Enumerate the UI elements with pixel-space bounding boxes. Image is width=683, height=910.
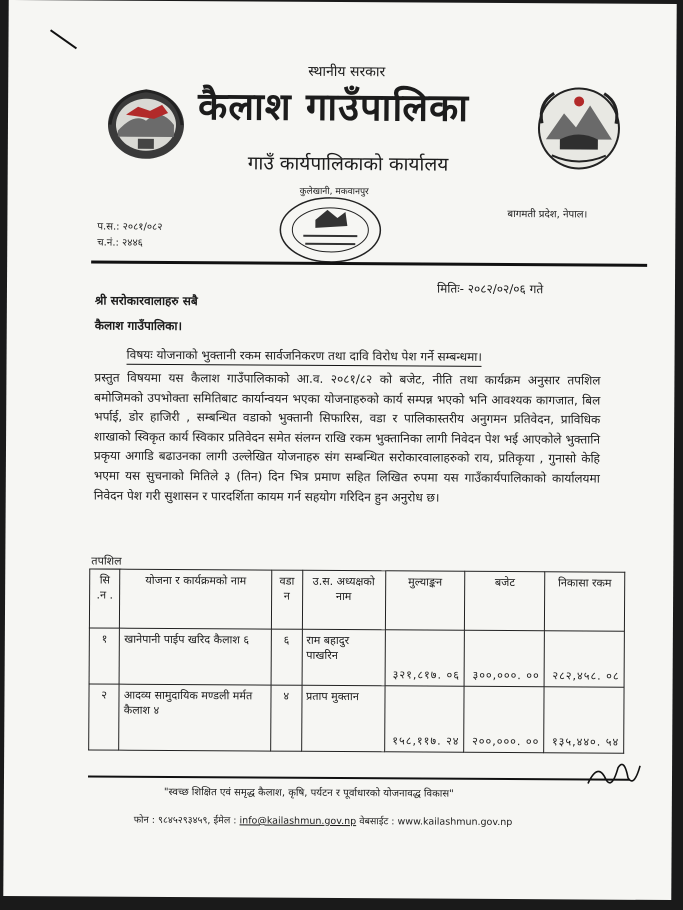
table-row xyxy=(89,684,624,753)
dispatch-number: च.नं.: २४४६ xyxy=(97,237,143,249)
table-header-cell: वडा न xyxy=(271,570,302,629)
table-cell: २८२,४५८. ०८ xyxy=(544,631,624,687)
municipality-logo xyxy=(534,83,625,174)
table-cell: राम बहादुर पाखरिन xyxy=(302,629,385,686)
table-cell: १५८,११७. २४ xyxy=(384,686,464,752)
table-cell: ३२१,८१७. ०६ xyxy=(385,630,465,686)
table-cell: प्रताप मुक्तान xyxy=(301,685,384,752)
table-header-cell: निकासा रकम xyxy=(545,572,625,631)
header-divider xyxy=(91,260,647,266)
website-label: वेबसाईट : xyxy=(359,816,395,828)
table-cell: आदव्य सामुदायिक मण्डली मर्मत कैलाश ४ xyxy=(119,684,271,751)
website-link[interactable]: www.kailashmun.gov.np xyxy=(397,816,513,829)
table-cell: २००,०००. ०० xyxy=(464,686,544,752)
page-title: कैलाश गाउँपालिका xyxy=(197,84,470,130)
table-header-cell: योजना र कार्यक्रमको नाम xyxy=(120,569,272,629)
table-cell: ४ xyxy=(271,685,302,751)
table-header-row xyxy=(89,569,624,631)
table-cell: १३५,४४०. ५४ xyxy=(544,687,624,753)
letter-number: प.स.: २०८१/०८२ xyxy=(97,221,163,233)
govt-label: स्थानीय सरकार xyxy=(308,63,386,81)
footer-motto: "स्वच्छ शिक्षित एवं समृद्ध कैलाश, कृषि, पर्यटन र पूर्वाधारको योजनावद्ध विकास" xyxy=(163,786,454,800)
table-cell: १ xyxy=(89,628,120,684)
table-cell: २ xyxy=(89,684,120,750)
table-header-cell: उ.स. अध्यक्षको नाम xyxy=(302,570,385,630)
office-address: कुलेखानी, मकवानपुर xyxy=(299,186,369,198)
table-cell: ६ xyxy=(271,629,302,685)
table-cell: खानेपानी पाईप खरिद कैलाश ६ xyxy=(119,628,271,685)
table-header-cell: सि .न . xyxy=(89,569,120,628)
nepal-emblem-logo xyxy=(104,85,188,164)
recipient-line-2: कैलाश गाउँपालिका। xyxy=(94,318,183,334)
office-seal-stamp xyxy=(275,192,385,265)
recipient-line-1: श्री सरोकारवालाहरु सबै xyxy=(94,293,198,309)
table-cell: ३००,०००. ०० xyxy=(464,630,544,686)
table-header-cell: बजेट xyxy=(465,571,545,630)
email-label: ईमेल : xyxy=(213,815,237,827)
table-row xyxy=(89,628,624,687)
phone-label: फोन : xyxy=(133,814,156,826)
contact-line: फोन : ९८४५२९३४५९, ईमेल : info@kailashmun.gov.np वेबसाईट : www.kailashmun.gov.np xyxy=(133,814,513,829)
phone-number: ९८४५२९३४५९ xyxy=(158,814,208,827)
table-header-cell: मुल्याङ्कन xyxy=(385,571,465,630)
office-name: गाउँ कार्यपालिकाको कार्यालय xyxy=(247,152,449,176)
letter-body: प्रस्तुत विषयमा यस कैलाश गाउँपालिकाको आ.व. २०८१/८२ को बजेट, नीति तथा कार्यक्रम अनुसार तपशिल बमोजिमको उपभोक्ता समितिबाट कार्यान्वयन भएका योजनाहरुको कार्य सम्पन्न भएको भनि आवश्यक कागजात, बिल भर्पाई, डोर हाजिरी , सम्बन्धित वडाको भुक्तानी सिफारिस, वडा र पालिकास्तरीय अनुगमन प्रतिवेदन, प्राविधिक शाखाको स्विकृत कार्य स्विकार प्रतिवेदन समेत संलग्न राखि रकम भुक्तानिका लागी निवेदन पेश भई आएकोले भुक्तानि प्रकृया अगाडि बढाउनका लागी उल्लेखित योजनाहरु संग सम्बन्धित सरोकारवालाहरुको राय, प्रतिकृया , गुनासो केहि भएमा यस सुचनाको मितिले ३ (तिन) दिन भित्र प्रमाण सहित लिखित रुपमा यस गाउँकार्यपालिकाको कार्यालयमा निवेदन पेश गरी सुशासन र पारदर्शिता कायम गर्न सहयोग गरिदिन हुन अनुरोध छ। xyxy=(93,370,601,505)
subject-line: विषयः योजनाको भुक्तानी रकम सार्वजनिकरण तथा दावि विरोध पेश गर्ने सम्बन्धमा। xyxy=(127,346,483,367)
footer-divider xyxy=(88,775,630,780)
province-label: बागमती प्रदेश, नेपाल। xyxy=(507,209,588,221)
email-link[interactable]: info@kailashmun.gov.np xyxy=(239,815,357,828)
letter-date: मितिः- २०८२/०२/०६ गते xyxy=(436,281,544,297)
details-table xyxy=(88,568,625,753)
letter-page xyxy=(3,0,676,900)
signature xyxy=(584,753,644,793)
table-caption: तपशिल xyxy=(91,554,122,568)
pen-mark xyxy=(48,28,78,50)
